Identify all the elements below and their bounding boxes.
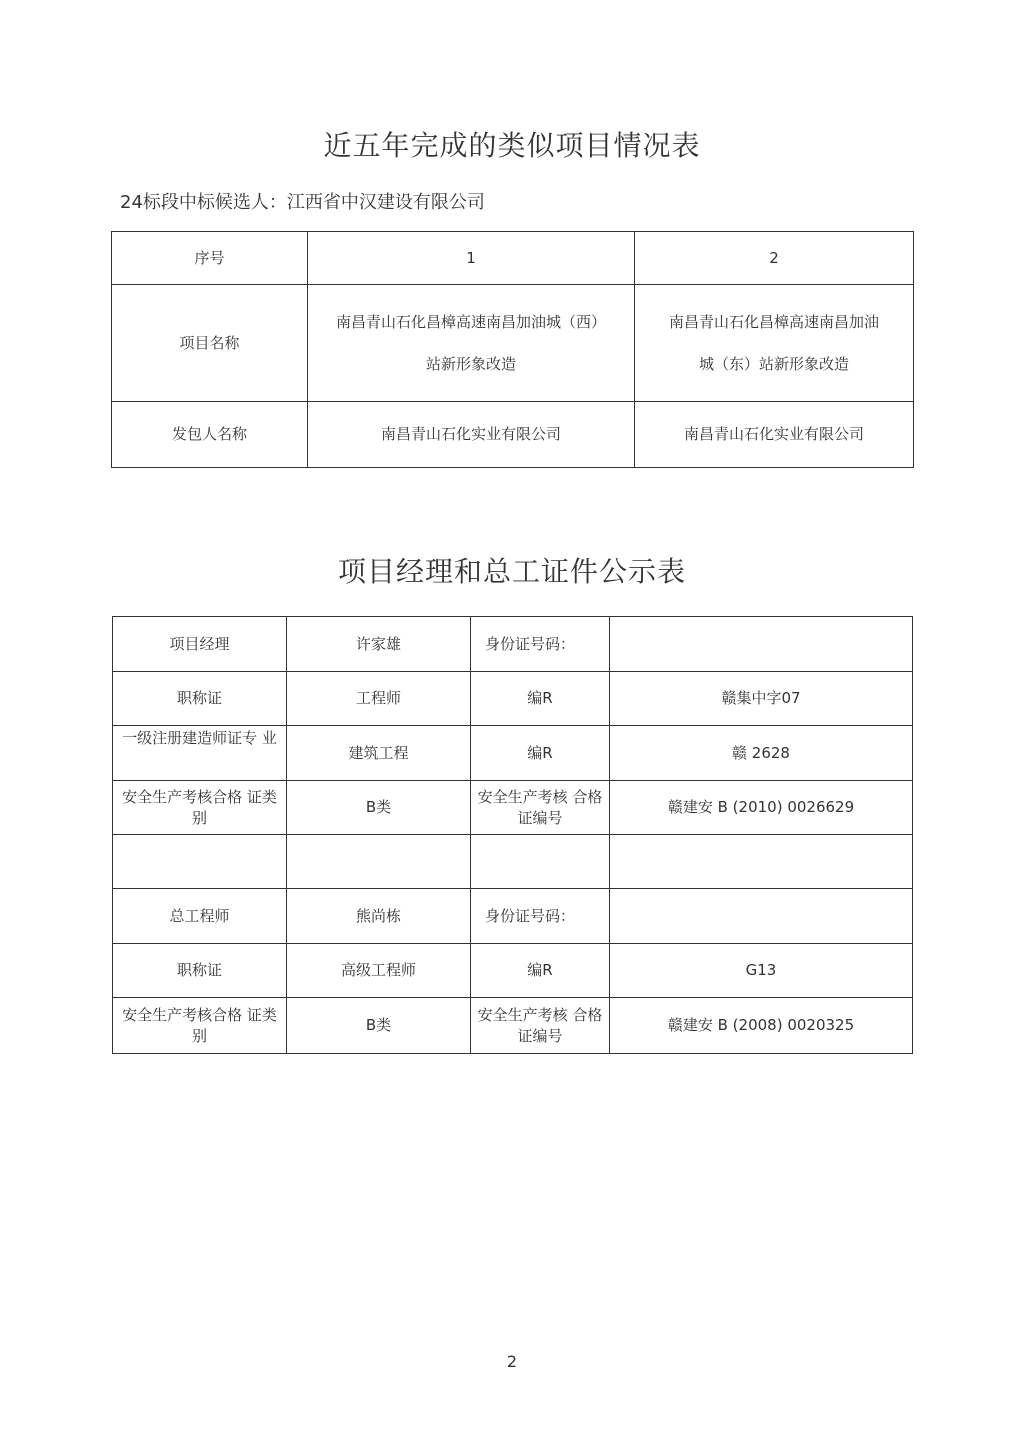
page-title-certificates: 项目经理和总工证件公示表 [337,555,686,588]
chief-engineer-name: 熊尚栋 [287,889,471,944]
header-cell-project-2: 2 [635,232,914,285]
header-cell-index: 序号 [112,232,308,285]
certificates-table [112,616,913,1054]
table-row [113,889,913,944]
table-row [113,835,913,889]
table-row [113,781,913,835]
label-id-number: 身份证号码： [471,617,610,672]
employer-1: 南昌青山石化实业有限公司 [308,402,635,468]
label-safety-category: 安全生产考核合格 证类别 [113,998,287,1054]
empty-cell [287,835,471,889]
builder-specialty: 建筑工程 [287,726,471,781]
safety-category-value: B类 [287,998,471,1054]
safety-category-value: B类 [287,781,471,835]
table-row [113,998,913,1054]
project-name-1-line-2: 站新形象改造 [425,355,516,373]
label-cert-number: 编R [471,944,610,998]
cert-number-value: 赣集中字07 [610,672,913,726]
project-name-2 [635,285,914,402]
project-name-2-line-1: 南昌青山石化昌樟高速南昌加油 [668,313,879,331]
label-safety-cert-number: 安全生产考核 合格证编号 [471,998,610,1054]
header-cell-project-1: 1 [308,232,635,285]
table-row [112,402,914,468]
title-cert-value: 工程师 [287,672,471,726]
label-builder-cert: 一级注册建造师证专 业 [113,726,287,781]
table-row [113,726,913,781]
label-id-number: 身份证号码： [471,889,610,944]
title-cert-value: 高级工程师 [287,944,471,998]
empty-cell [113,835,287,889]
label-title-cert: 职称证 [113,672,287,726]
label-project-manager: 项目经理 [113,617,287,672]
label-cert-number: 编R [471,672,610,726]
project-manager-name: 许家雄 [287,617,471,672]
table-row [113,944,913,998]
builder-cert-number: 赣 2628 [610,726,913,781]
label-safety-cert-number: 安全生产考核 合格证编号 [471,781,610,835]
label-safety-category: 安全生产考核合格 证类别 [113,781,287,835]
label-employer: 发包人名称 [112,402,308,468]
employer-2: 南昌青山石化实业有限公司 [635,402,914,468]
table-row [112,285,914,402]
id-number-value [610,889,913,944]
id-number-value [610,617,913,672]
label-cert-number: 编R [471,726,610,781]
table-row [113,617,913,672]
project-name-1 [308,285,635,402]
safety-cert-number: 赣建安 B (2010) 0026629 [610,781,913,835]
label-project-name: 项目名称 [112,285,308,402]
project-name-1-line-1: 南昌青山石化昌樟高速南昌加油城（西） [335,313,606,331]
project-name-2-line-2: 城（东）站新形象改造 [698,355,849,373]
label-chief-engineer: 总工程师 [113,889,287,944]
empty-cell [610,835,913,889]
similar-projects-table [111,231,914,468]
table-row [112,232,914,285]
page-title-similar-projects: 近五年完成的类似项目情况表 [323,129,701,162]
page-number: 2 [506,1352,518,1371]
cert-number-value: G13 [610,944,913,998]
candidate-subtitle: 24标段中标候选人：江西省中汉建设有限公司 [120,192,485,213]
empty-cell [471,835,610,889]
table-row [113,672,913,726]
safety-cert-number: 赣建安 B (2008) 0020325 [610,998,913,1054]
label-title-cert: 职称证 [113,944,287,998]
